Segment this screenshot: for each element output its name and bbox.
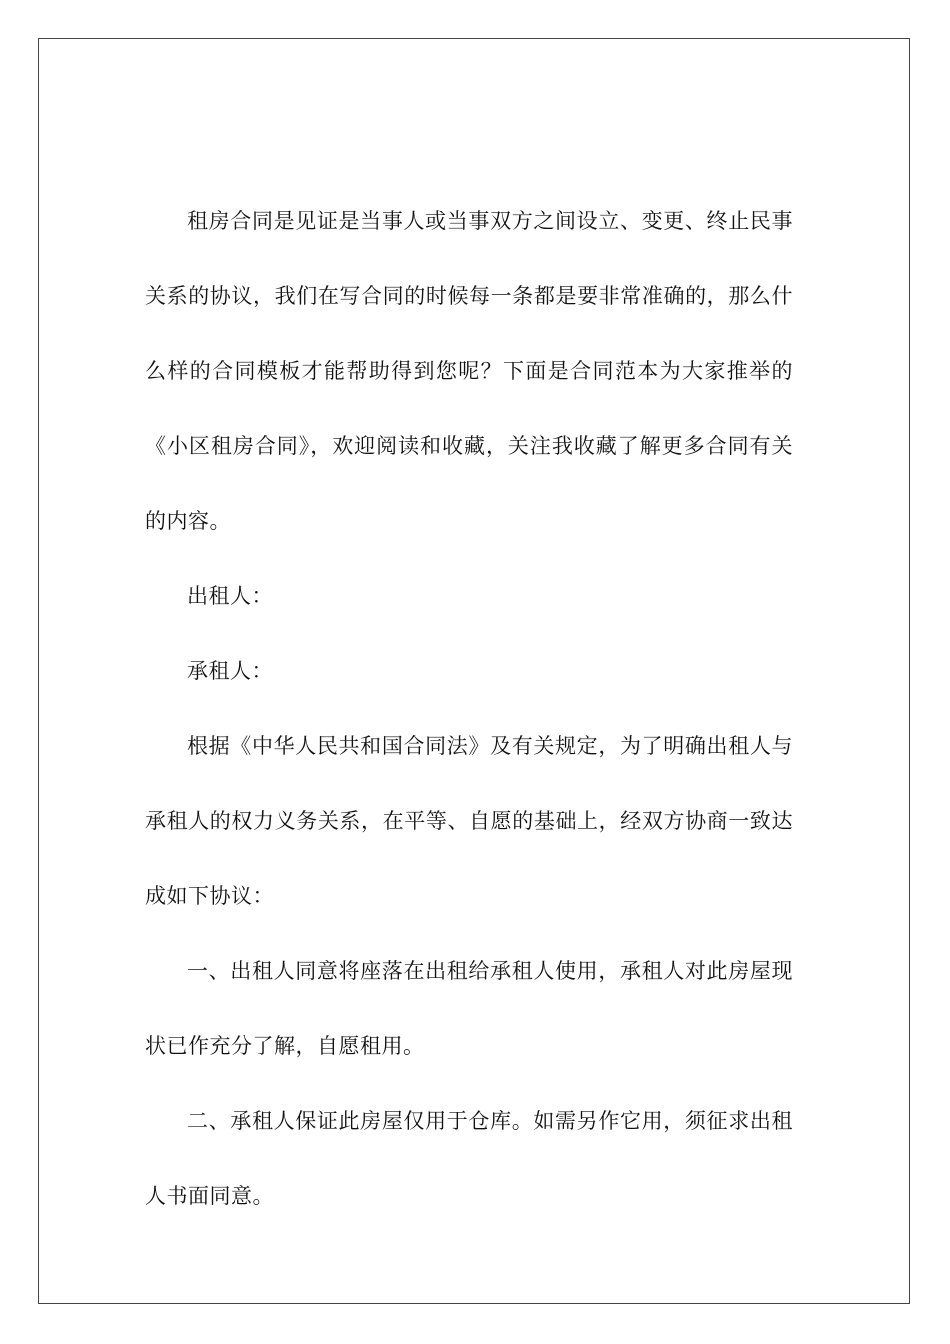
document-body bbox=[145, 202, 793, 1234]
lessee-line: 承租人： bbox=[187, 659, 273, 683]
clause-one-paragraph: 一、出租人同意将座落在出租给承租人使用，承租人对此房屋现状已作充分了解，自愿租用。 bbox=[145, 959, 793, 1058]
intro-paragraph: 租房合同是见证是当事人或当事双方之间设立、变更、终止民事关系的协议，我们在写合同的时候每一条都是要非常准确的，那么什么样的合同模板才能帮助得到您呢？下面是合同范本为大家推举的《小区租房合同》，欢迎阅读和收藏，关注我收藏了解更多合同有关的内容。 bbox=[145, 209, 793, 533]
lessor-line: 出租人： bbox=[187, 584, 273, 608]
legal-basis-paragraph: 根据《中华人民共和国合同法》及有关规定，为了明确出租人与承租人的权力义务关系，在平等、自愿的基础上，经双方协商一致达成如下协议： bbox=[145, 734, 793, 908]
clause-two-paragraph: 二、承租人保证此房屋仅用于仓库。如需另作它用，须征求出租人书面同意。 bbox=[145, 1109, 793, 1208]
